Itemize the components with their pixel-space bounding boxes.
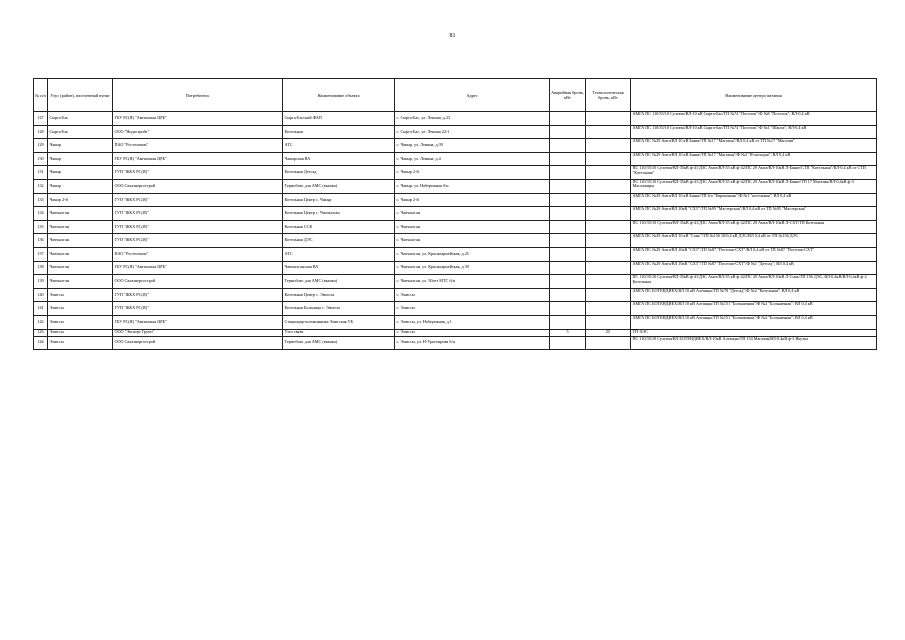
- row-object-name: Термобокс для АМС (вышка): [283, 275, 395, 289]
- table-row: [34, 302, 877, 316]
- row-number: 133: [34, 193, 48, 207]
- row-emergency-reserve: [550, 220, 586, 234]
- row-technological-reserve: [586, 247, 631, 261]
- row-technological-reserve: [586, 220, 631, 234]
- table-row: [34, 179, 877, 193]
- row-district: Чапчылган: [48, 275, 113, 289]
- table-row: [34, 139, 877, 153]
- header-district: Улус (район), населенный пункт: [48, 79, 113, 112]
- row-district: Чапчылган: [48, 247, 113, 261]
- row-number: 143: [34, 329, 48, 336]
- row-power-center: АМГА ПС 110/35/10 Сулгачи/ВЛ-10 кВ Сырга-Бас/ТП №74 "Поселок"/Ф №8 "Поселок"; ВЛ-0,4 кВ: [631, 112, 877, 126]
- row-power-center: АМГА ПС 110/35/10 Сулгачи/ВЛ-10 кВ Сырга-Бас/ТП №74 "Поселок"/Ф №1 "Школа"; ВЛ-0,4 кВ: [631, 125, 877, 139]
- row-object-name: Сырга-Басский ФАП: [283, 112, 395, 126]
- row-district: Чапчылган: [48, 261, 113, 275]
- row-address: с. Чакыр 2-й: [395, 166, 550, 180]
- row-technological-reserve: [586, 207, 631, 221]
- row-object-name: Стационар-поликлиника Эмисская УБ: [283, 315, 395, 329]
- header-emergency-reserve: Аварийная бронь, кВт: [550, 79, 586, 112]
- row-district: Чапчылган: [48, 220, 113, 234]
- row-consumer: ООО Сахаэнергострой: [113, 275, 283, 289]
- row-power-center: АМГА ПС №29 Амга/ВЛ 10кВ "СХТ"/ТП №87 "Поселок-СХТ"/Ф №1 "Детсад"; ВЛ 0,4 кВ: [631, 261, 877, 275]
- row-object-name: Термобокс для АМС (вышка): [283, 336, 395, 350]
- row-consumer: ГБУ РС(Я) "Амгинская ЦРБ": [113, 261, 283, 275]
- row-consumer: ГУП "ЖКХ РС(Я)": [113, 166, 283, 180]
- row-power-center: ПС 110/35/10 Сулгачи/ВЛ-35кВ ф-41/ДЗС Амга/ВЛ-35 кВ ф-42/ПС 29 Амга/ВЛ-10кВ Л-СХТ/ТП Котельная: [631, 220, 877, 234]
- row-emergency-reserve: [550, 315, 586, 329]
- table-row: [34, 220, 877, 234]
- row-emergency-reserve: [550, 336, 586, 350]
- row-power-center: АМГА ПС №29 Амга/ВЛ 10 кВ Бянке/ТП 6/a "Евроконьяк"/Ф №1 "котельная", ВЛ 0,4 кВ: [631, 193, 877, 207]
- row-object-name: АТС: [283, 247, 395, 261]
- row-number: 131: [34, 166, 48, 180]
- row-technological-reserve: [586, 336, 631, 350]
- row-object-name: Термобокс для АМС (вышка): [283, 179, 395, 193]
- row-address: с. Сырга-Бас, ул. Ленина 22/1: [395, 125, 550, 139]
- row-number: 129: [34, 139, 48, 153]
- row-emergency-reserve: [550, 193, 586, 207]
- row-consumer: ГУП "ЖКХ РС(Я)": [113, 302, 283, 316]
- row-emergency-reserve: [550, 207, 586, 221]
- row-district: Чапчылган: [48, 207, 113, 221]
- row-district: Эмиссы: [48, 336, 113, 350]
- row-power-center: ПС 110/35/10 Сулгачи/ВЛ-35кВ ф-41/ДЗС Амга/ВЛ-35 кВ ф-42/ПС 29 Амга/ВЛ-10кВ Л-Бянке/СТП "Котельная"/ВЛ-0,4 кВ от СТП "Котельная": [631, 166, 877, 180]
- row-number: 137: [34, 247, 48, 261]
- row-consumer: ПАО "Ростелеком": [113, 139, 283, 153]
- row-number: 136: [34, 234, 48, 248]
- row-consumer: ГБУ РС(Я) "Амгинская ЦРБ": [113, 152, 283, 166]
- row-consumer: ГУП "ЖКХ РС(Я)": [113, 288, 283, 302]
- header-technological-reserve: Технологическая бронь, кВт: [586, 79, 631, 112]
- row-object-name: Котельная Центр с. Чапчылган: [283, 207, 395, 221]
- row-address: с. Сырга-Бас, ул. Ленина, д.23: [395, 112, 550, 126]
- row-power-center: АМГА ПС №29 Амга/ВЛ 10 кВ Бянке/ТП №17 "Магазин"/Ф №2 "Я-молодая"; ВЛ 0,4 кВ: [631, 152, 877, 166]
- row-consumer: ГУП "ЖКХ РС(Я)": [113, 234, 283, 248]
- row-address: с. Чапчылган: [395, 207, 550, 221]
- row-address: с. Эмиссы, ул. Набережная, д.1: [395, 315, 550, 329]
- table-row: [34, 247, 877, 261]
- table-row: [34, 234, 877, 248]
- row-district: Чапчылган: [48, 234, 113, 248]
- header-number: № п/п: [34, 79, 48, 112]
- row-power-center: ПС 110/35/10 Сулгачи/ВЛ БОТЕНДИЕХ/ВЛ-10кВ Алтанцы/ТП 154 Магазин/ВЛ-0,4кВ ф-3 Якутка: [631, 336, 877, 350]
- row-number: 135: [34, 220, 48, 234]
- row-technological-reserve: [586, 302, 631, 316]
- row-district: Чакыр: [48, 139, 113, 153]
- table-row: [34, 329, 877, 336]
- table-header-row: [34, 79, 877, 112]
- table-row: [34, 152, 877, 166]
- row-object-name: Чапчылганская ВА: [283, 261, 395, 275]
- row-district: Чакыр 2-й: [48, 193, 113, 207]
- row-power-center: АМГА ПС №29 Амга/ВЛ 10 кВ "Сонь"/ТП №156 10/0,4 кВ ДЭС/ВЛ 0,4 кВ от ТП №156 ДЭС: [631, 234, 877, 248]
- row-number: 130: [34, 152, 48, 166]
- row-number: 127: [34, 112, 48, 126]
- row-object-name: АТС: [283, 139, 395, 153]
- row-address: с. Чакыр 2-й: [395, 193, 550, 207]
- row-consumer: ООО Сахаэнергострой: [113, 179, 283, 193]
- row-technological-reserve: [586, 288, 631, 302]
- row-object-name: Узел связи: [283, 329, 395, 336]
- row-object-name: Котельная Больница с. Эмиссы: [283, 302, 395, 316]
- row-technological-reserve: [586, 275, 631, 289]
- row-object-name: Котельная Центр с. Чакыр: [283, 193, 395, 207]
- row-emergency-reserve: [550, 179, 586, 193]
- row-technological-reserve: [586, 261, 631, 275]
- row-technological-reserve: [586, 152, 631, 166]
- row-district: Эмиссы: [48, 302, 113, 316]
- row-object-name: Котельная Центр с. Эмиссы: [283, 288, 395, 302]
- row-address: с. Эмиссы: [395, 302, 550, 316]
- row-emergency-reserve: [550, 139, 586, 153]
- row-emergency-reserve: [550, 112, 586, 126]
- row-number: 134: [34, 207, 48, 221]
- row-power-center: АМГА ПС №29 Амга/ВЛ 10кВ "СХТ"/ТП №95 "Мастерская"/ВЛ 0,4 кВ от ТП №95 "Мастерская": [631, 207, 877, 221]
- row-power-center: АМГА ПС БОТЕНДИЕХ/ВЛ 10 кВ Алтанцы/ТП №78 "Детсад"/Ф №2 "Котельная"; ВЛ 0,4 кВ: [631, 288, 877, 302]
- table-row: [34, 166, 877, 180]
- row-address: с. Эмиссы, ул. Н-Урастырова б/н: [395, 336, 550, 350]
- row-emergency-reserve: [550, 261, 586, 275]
- row-address: с. Эмиссы: [395, 329, 550, 336]
- row-consumer: ГБУ РС(Я) "Амгинская ЦРБ": [113, 112, 283, 126]
- table-body: [34, 112, 877, 350]
- row-consumer: ООО Сахаэнергострой: [113, 336, 283, 350]
- row-power-center: ПС 110/35/10 Сулгачи/ВЛ-35кВ ф-41/ДЗС Амга/ВЛ-35 кВ ф-42/ПС 29 Амга/ВЛ-10кВ Л-Бянке/ТП 17 Магазин/ВЛ-0,4кВ ф-3 Масложиры: [631, 179, 877, 193]
- power-consumers-table: [33, 78, 877, 350]
- row-number: 142: [34, 315, 48, 329]
- row-object-name: Чакырская ВА: [283, 152, 395, 166]
- row-district: Чакыр: [48, 152, 113, 166]
- row-address: с. Чапчылган, ул. 50лет МТС б/н: [395, 275, 550, 289]
- row-address: с. Чапчылган, ул. Красноармейская, д.39: [395, 261, 550, 275]
- row-emergency-reserve: [550, 275, 586, 289]
- row-address: с. Чакыр, ул. Ленина, д.39: [395, 139, 550, 153]
- row-consumer: ГУП "ЖКХ РС(Я)": [113, 207, 283, 221]
- row-address: с. Чакыр, ул. Набережная б/н: [395, 179, 550, 193]
- row-number: 139: [34, 275, 48, 289]
- table-row: [34, 207, 877, 221]
- row-emergency-reserve: 5: [550, 329, 586, 336]
- row-district: Сырга-Бас: [48, 125, 113, 139]
- row-consumer: ООО "Нидастройт": [113, 125, 283, 139]
- row-power-center: АМГА ПС №29 Амга/ВЛ 10 кВ Бянке/ТП №17 "Магазин"/ВЛ 0,4 кВ от ТП №17 "Магазин": [631, 139, 877, 153]
- row-technological-reserve: [586, 234, 631, 248]
- row-emergency-reserve: [550, 152, 586, 166]
- row-technological-reserve: [586, 125, 631, 139]
- row-district: Эмиссы: [48, 288, 113, 302]
- table-row: [34, 315, 877, 329]
- row-object-name: Котельная: [283, 125, 395, 139]
- table-row: [34, 193, 877, 207]
- row-emergency-reserve: [550, 247, 586, 261]
- row-district: Эмиссы: [48, 315, 113, 329]
- header-consumer: Потребитель: [113, 79, 283, 112]
- row-technological-reserve: [586, 139, 631, 153]
- row-district: Чакыр: [48, 179, 113, 193]
- row-district: Эмиссы: [48, 329, 113, 336]
- row-object-name: Котельная Детсад: [283, 166, 395, 180]
- header-power-center: Наименование центра питания: [631, 79, 877, 112]
- row-number: 144: [34, 336, 48, 350]
- row-number: 128: [34, 125, 48, 139]
- table-row: [34, 112, 877, 126]
- row-technological-reserve: [586, 112, 631, 126]
- row-object-name: Котельная ССК: [283, 220, 395, 234]
- row-emergency-reserve: [550, 125, 586, 139]
- row-address: с. Чапчылган: [395, 234, 550, 248]
- row-object-name: Котельная ДЭС: [283, 234, 395, 248]
- row-consumer: ПАО "Ростелеком": [113, 247, 283, 261]
- table-row: [34, 288, 877, 302]
- row-technological-reserve: [586, 193, 631, 207]
- row-consumer: ООО "Эксперт Групп": [113, 329, 283, 336]
- header-object-name: Наименование объекта: [283, 79, 395, 112]
- row-address: с. Эмиссы: [395, 288, 550, 302]
- page-number: 81: [449, 33, 456, 39]
- row-technological-reserve: [586, 315, 631, 329]
- row-number: 140: [34, 288, 48, 302]
- table-row: [34, 125, 877, 139]
- row-emergency-reserve: [550, 288, 586, 302]
- row-number: 138: [34, 261, 48, 275]
- table-row: [34, 261, 877, 275]
- row-emergency-reserve: [550, 166, 586, 180]
- row-number: 141: [34, 302, 48, 316]
- row-address: с. Чакыр, ул. Ленина, д.4: [395, 152, 550, 166]
- row-address: с. Чапчылган, ул. Красноармейская, д.25: [395, 247, 550, 261]
- table-row: [34, 336, 877, 350]
- row-power-center: АМГА ПС БОТЕНДИЕХ/ВЛ 10 кВ Алтанцы/ТП №151 "Больничная"/Ф №2 "Больничная"; ВЛ 0,4 кВ: [631, 315, 877, 329]
- row-technological-reserve: [586, 179, 631, 193]
- row-technological-reserve: 25: [586, 329, 631, 336]
- row-number: 132: [34, 179, 48, 193]
- table-row: [34, 275, 877, 289]
- row-consumer: ГУП "ЖКХ РС(Я)": [113, 193, 283, 207]
- row-emergency-reserve: [550, 302, 586, 316]
- row-power-center: АМГА ПС БОТЕНДИЕХ/ВЛ 10 кВ Алтанцы/ТП №151 "Больничная"/Ф №2 "Больничная"; ВЛ 0,4 кВ: [631, 302, 877, 316]
- row-address: с. Чапчылган: [395, 220, 550, 234]
- row-district: Сырга-Бас: [48, 112, 113, 126]
- row-power-center: АМГА ПС №29 Амга/ВЛ 10кВ "СХТ"/ТП №87 "Поселок-СХТ"/ВЛ 0,4 кВ от ТП №87 "Поселок-СХТ": [631, 247, 877, 261]
- row-district: Чакыр: [48, 166, 113, 180]
- row-power-center: ТП-АЭС: [631, 329, 877, 336]
- row-power-center: ПС 110/35/10 Сулгачи/ВЛ-35кВ ф-41/ДЗС Амга/ВЛ-35 кВ ф-42/ПС 29 Амга/ВЛ-10кВ Л-Сонь/ТП 156 ДЭС, ВЛ-0,4кВ/ВЛ-0,4кВ ф-2 Котельная: [631, 275, 877, 289]
- row-emergency-reserve: [550, 234, 586, 248]
- row-technological-reserve: [586, 166, 631, 180]
- row-consumer: ГУП "ЖКХ РС(Я)": [113, 220, 283, 234]
- row-consumer: ГБУ РС(Я) "Амгинская ЦРБ": [113, 315, 283, 329]
- header-address: Адрес: [395, 79, 550, 112]
